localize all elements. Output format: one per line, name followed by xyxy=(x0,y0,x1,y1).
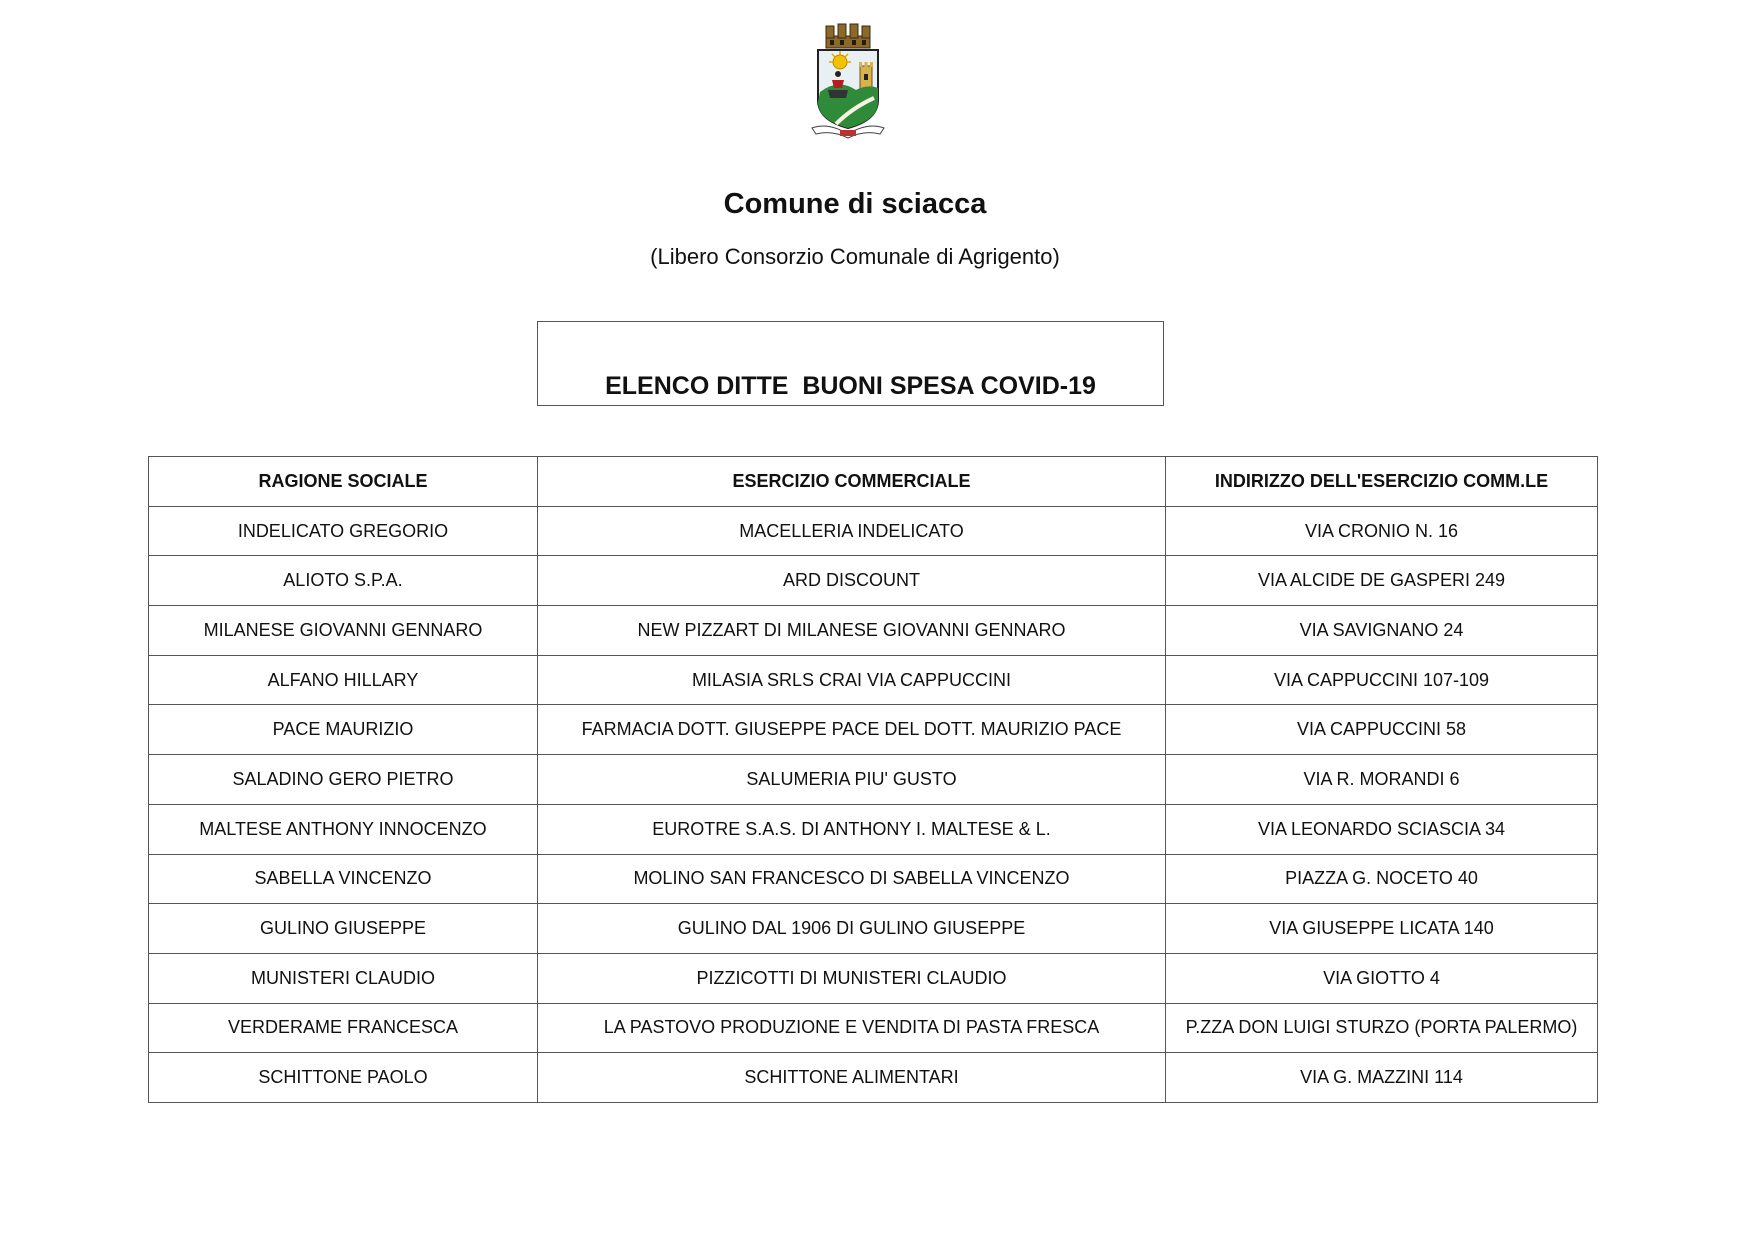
table-row xyxy=(149,755,1598,805)
table-row xyxy=(149,506,1598,556)
cell-ragione-sociale: MUNISTERI CLAUDIO xyxy=(149,953,538,1003)
table-body xyxy=(149,506,1598,1102)
cell-ragione-sociale: PACE MAURIZIO xyxy=(149,705,538,755)
table-row xyxy=(149,655,1598,705)
table-header-row xyxy=(149,457,1598,507)
cell-indirizzo: VIA GIUSEPPE LICATA 140 xyxy=(1166,904,1598,954)
cell-indirizzo: VIA CAPPUCCINI 107-109 xyxy=(1166,655,1598,705)
table-row xyxy=(149,804,1598,854)
cell-indirizzo: VIA G. MAZZINI 114 xyxy=(1166,1053,1598,1103)
cell-ragione-sociale: SCHITTONE PAOLO xyxy=(149,1053,538,1103)
cell-esercizio-commerciale: EUROTRE S.A.S. DI ANTHONY I. MALTESE & L. xyxy=(538,804,1166,854)
table-row xyxy=(149,1003,1598,1053)
cell-esercizio-commerciale: FARMACIA DOTT. GIUSEPPE PACE DEL DOTT. MAURIZIO PACE xyxy=(538,705,1166,755)
cell-ragione-sociale: VERDERAME FRANCESCA xyxy=(149,1003,538,1053)
list-heading-box xyxy=(537,321,1164,406)
page-title: Comune di sciacca xyxy=(723,188,987,220)
cell-indirizzo: PIAZZA G. NOCETO 40 xyxy=(1166,854,1598,904)
cell-indirizzo: VIA CAPPUCCINI 58 xyxy=(1166,705,1598,755)
cell-ragione-sociale: SABELLA VINCENZO xyxy=(149,854,538,904)
table-row xyxy=(149,953,1598,1003)
page-subtitle: (Libero Consorzio Comunale di Agrigento) xyxy=(650,244,1060,269)
cell-esercizio-commerciale: LA PASTOVO PRODUZIONE E VENDITA DI PASTA FRESCA xyxy=(538,1003,1166,1053)
cell-esercizio-commerciale: SALUMERIA PIU' GUSTO xyxy=(538,755,1166,805)
cell-indirizzo: VIA LEONARDO SCIASCIA 34 xyxy=(1166,804,1598,854)
businesses-table xyxy=(148,456,1598,1103)
table-row xyxy=(149,1053,1598,1103)
table-row xyxy=(149,556,1598,606)
cell-indirizzo: VIA GIOTTO 4 xyxy=(1166,953,1598,1003)
list-heading: ELENCO DITTE BUONI SPESA COVID-19 xyxy=(605,372,1096,400)
cell-ragione-sociale: MALTESE ANTHONY INNOCENZO xyxy=(149,804,538,854)
cell-esercizio-commerciale: NEW PIZZART DI MILANESE GIOVANNI GENNARO xyxy=(538,606,1166,656)
cell-esercizio-commerciale: PIZZICOTTI DI MUNISTERI CLAUDIO xyxy=(538,953,1166,1003)
cell-ragione-sociale: ALFANO HILLARY xyxy=(149,655,538,705)
cell-esercizio-commerciale: MACELLERIA INDELICATO xyxy=(538,506,1166,556)
table-row xyxy=(149,606,1598,656)
cell-ragione-sociale: INDELICATO GREGORIO xyxy=(149,506,538,556)
column-header-esercizio-commerciale: ESERCIZIO COMMERCIALE xyxy=(538,457,1166,507)
cell-ragione-sociale: ALIOTO S.P.A. xyxy=(149,556,538,606)
cell-ragione-sociale: GULINO GIUSEPPE xyxy=(149,904,538,954)
cell-ragione-sociale: MILANESE GIOVANNI GENNARO xyxy=(149,606,538,656)
cell-indirizzo: VIA ALCIDE DE GASPERI 249 xyxy=(1166,556,1598,606)
column-header-ragione-sociale: RAGIONE SOCIALE xyxy=(149,457,538,507)
cell-ragione-sociale: SALADINO GERO PIETRO xyxy=(149,755,538,805)
table-row xyxy=(149,854,1598,904)
cell-indirizzo: VIA R. MORANDI 6 xyxy=(1166,755,1598,805)
cell-indirizzo: VIA CRONIO N. 16 xyxy=(1166,506,1598,556)
table-row xyxy=(149,904,1598,954)
cell-esercizio-commerciale: MILASIA SRLS CRAI VIA CAPPUCCINI xyxy=(538,655,1166,705)
cell-indirizzo: P.ZZA DON LUIGI STURZO (PORTA PALERMO) xyxy=(1166,1003,1598,1053)
column-header-indirizzo: INDIRIZZO DELL'ESERCIZIO COMM.LE xyxy=(1166,457,1598,507)
cell-indirizzo: VIA SAVIGNANO 24 xyxy=(1166,606,1598,656)
cell-esercizio-commerciale: ARD DISCOUNT xyxy=(538,556,1166,606)
cell-esercizio-commerciale: GULINO DAL 1906 DI GULINO GIUSEPPE xyxy=(538,904,1166,954)
cell-esercizio-commerciale: MOLINO SAN FRANCESCO DI SABELLA VINCENZO xyxy=(538,854,1166,904)
table-row xyxy=(149,705,1598,755)
municipal-crest-icon xyxy=(808,22,888,140)
cell-esercizio-commerciale: SCHITTONE ALIMENTARI xyxy=(538,1053,1166,1103)
